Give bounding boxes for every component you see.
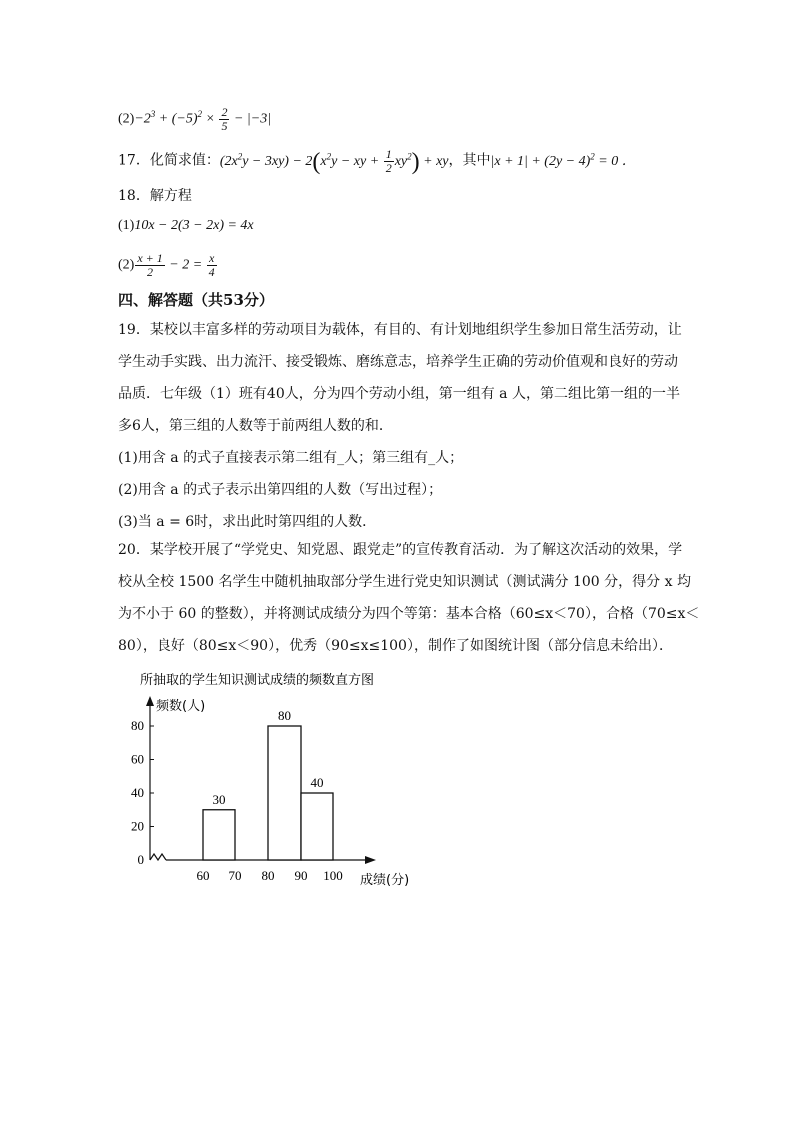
q17-number: 17．化简求值： [118, 152, 220, 169]
x-axis-break [150, 854, 166, 860]
q17-cond-prefix: ，其中 [448, 152, 491, 169]
q17-fraction [384, 148, 394, 175]
histogram-bar [203, 810, 235, 860]
x-tick-label: 100 [323, 868, 343, 883]
q19-sub-3: (3)当 a = 6时，求出此时第四组的人数． [118, 514, 377, 530]
q19-line-1: 19．某校以丰富多样的劳动项目为载体，有目的、有计划地组织学生参加日常生活劳动，让 [118, 322, 682, 338]
q17-sq3: 2 [407, 151, 412, 162]
frequency-histogram [128, 668, 428, 898]
q16-exp3: 3 [150, 109, 156, 120]
q18-title: 18．解方程 [118, 188, 192, 204]
q20-line-1: 20．某学校开展了“学党史、知党恩、跟党走”的宣传教育活动．为了解这次活动的效果，学 [118, 542, 683, 558]
q19-body [118, 314, 682, 538]
q16-times: × [202, 111, 219, 127]
y-tick-label: 20 [131, 818, 144, 834]
x-tick-label: 70 [228, 868, 242, 883]
histogram-bar [301, 793, 333, 860]
q17-cond-end: = 0 ． [594, 153, 636, 169]
q16-label: (2) [118, 111, 135, 127]
q16-term-b: + (−5) [155, 111, 198, 127]
q17-frac-num: 1 [385, 147, 392, 161]
q18-eq2-mid: − 2 = [165, 257, 206, 273]
q20-body [118, 534, 700, 662]
q17-cond: |x + 1| + (2y − 4) [490, 153, 591, 169]
q18-eq2 [118, 252, 218, 279]
q16-exp2: 2 [197, 109, 202, 120]
y-tick-label: 0 [137, 852, 144, 867]
q20-line-3: 为不小于 60 的整数），并将测试成绩分为四个等第：基本合格（60≤x＜70），合格（70≤x＜ [118, 606, 700, 622]
q16-part2 [118, 106, 271, 133]
q20-line-2: 校从全校 1500 名学生中随机抽取部分学生进行党史知识测试（测试满分 100 分，得分 x 均 [118, 574, 691, 590]
bar-value-label: 30 [212, 791, 226, 807]
q18-eq2-left-fraction [135, 252, 164, 279]
y-tick-label: 80 [131, 718, 144, 733]
q16-frac-num: 2 [221, 105, 228, 119]
chart-ylabel: 频数(人) [156, 699, 206, 714]
q18-eq2-right-fraction [207, 252, 217, 279]
q19-line-3: 品质．七年级（1）班有40人，分为四个劳动小组，第一组有 a 人，第二组比第一组的一半 [118, 386, 680, 402]
bar-value-label: 80 [278, 708, 291, 723]
q18-eq2-num: x + 1 [137, 251, 163, 265]
chart-xlabel: 成绩(分) [360, 873, 410, 888]
q17-frac-den: 2 [385, 161, 392, 175]
q17-sq2: 2 [326, 151, 332, 162]
chart-title: 所抽取的学生知识测试成绩的频数直方图 [140, 673, 375, 688]
chart-axes [146, 696, 376, 864]
q17-condition [490, 151, 636, 169]
q18-eq2-rnum: x [207, 252, 217, 266]
q19-line-2: 学生动手实践、出力流汗、接受锻炼、磨练意志，培养学生正确的劳动价值观和良好的劳动 [118, 354, 678, 370]
q17 [118, 148, 636, 175]
q18-eq1-label: (1) [118, 218, 135, 233]
q16-term-a: −2 [134, 111, 151, 127]
histogram-bar [268, 726, 301, 860]
section-4-heading: 四、解答题（共53分） [118, 291, 274, 309]
q16-term-c: − |−3| [230, 111, 272, 127]
q16-frac-den: 5 [221, 119, 228, 133]
y-tick-label: 40 [131, 785, 144, 800]
q18-eq1 [118, 216, 254, 236]
q18-eq1-text: 10x − 2(3 − 2x) = 4x [134, 218, 254, 233]
q19-sub-1: (1)用含 a 的式子直接表示第二组有_人；第三组有_人； [118, 450, 464, 466]
q17-expr-3: y − xy + [331, 153, 383, 169]
q18-eq2-label: (2) [118, 257, 135, 273]
q17-sq4: 2 [590, 151, 595, 162]
q17-expr-4: xy [394, 153, 408, 169]
q19-line-4: 多6人，第三组的人数等于前两组人数的和． [118, 418, 393, 434]
y-axis-arrow [146, 696, 154, 706]
q19-sub-2: (2)用含 a 的式子表示出第四组的人数（写出过程）； [118, 482, 443, 498]
q17-sq1: 2 [237, 151, 243, 162]
y-tick-label: 60 [131, 751, 144, 767]
x-tick-label: 60 [196, 868, 210, 883]
q18-eq2-rden: 4 [208, 265, 215, 279]
x-tick-label: 90 [294, 868, 308, 883]
q17-expression: $(2x^2y - 3xy) - 2(x^2y$ − xy + $\frac{1}{2}$ $xy^2$) + xy [219, 147, 449, 175]
q17-expr-open: (2x [219, 153, 238, 169]
q17-expr-2: x [320, 153, 327, 169]
q20-line-4: 80），良好（80≤x＜90），优秀（90≤x≤100），制作了如图统计图（部分信息未给出）． [118, 638, 673, 654]
q16-fraction [219, 106, 229, 133]
x-axis-arrow [365, 856, 376, 864]
bar-value-label: 40 [310, 775, 324, 790]
q17-expr-1: y − 3xy) − 2 [242, 153, 313, 169]
q18-eq2-den: 2 [147, 265, 154, 279]
x-tick-label: 80 [261, 868, 275, 883]
q17-expr-5: + xy [419, 153, 449, 169]
chart-bars [203, 708, 333, 860]
